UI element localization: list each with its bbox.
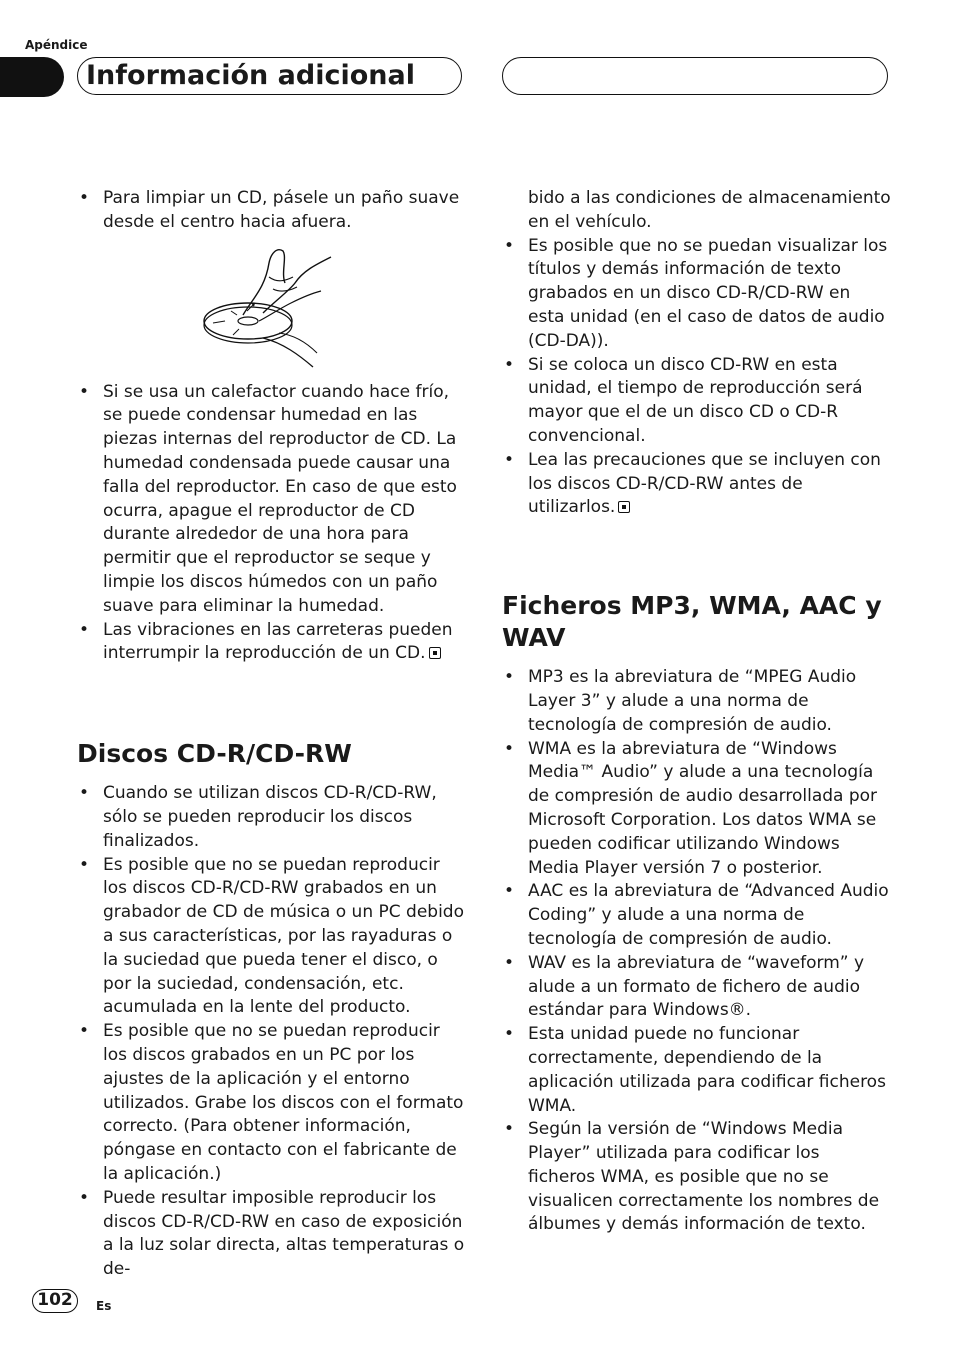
continuation-text: bido a las condiciones de almacenamiento en el vehículo. xyxy=(528,188,891,232)
end-of-section-icon xyxy=(429,647,441,659)
header-empty-pill xyxy=(502,57,888,95)
list-item: • Esta unidad puede no funcionar correctamente, dependiendo de la aplicación utilizada para codificar ficheros WMA. xyxy=(502,1023,892,1118)
page-number: 102 xyxy=(32,1289,78,1313)
list-item: • Es posible que no se puedan reproducir los discos grabados en un PC por los ajustes de la aplicación y el entorno utilizados. Grabe los discos con el formato correcto. (Para obtener información, póngase en contacto con el fabricante de la aplicación.) xyxy=(77,1020,467,1187)
list-item: • Cuando se utilizan discos CD-R/CD-RW, sólo se pueden reproducir los discos finalizados. xyxy=(77,782,467,853)
list-item xyxy=(77,619,467,667)
list-item: • Si se usa un calefactor cuando hace frío, se puede condensar humedad en las piezas internas del reproductor de CD. La humedad condensada puede causar una falla del reproductor. En caso de que esto ocurra, apague el reproductor de CD durante alrededor de una hora para permitir que el reproductor se seque y limpie los discos húmedos con un paño suave para eliminar la humedad. xyxy=(77,381,467,619)
list-item: • Para limpiar un CD, pásele un paño suave desde el centro hacia afuera. xyxy=(77,187,467,235)
list-item: • WAV es la abreviatura de “waveform” y alude a un formato de fichero de audio estándar para Windows®. xyxy=(502,952,892,1023)
list-item xyxy=(502,449,892,520)
cd-cleaning-illustration xyxy=(203,243,333,373)
list-item: • Si se coloca un disco CD-RW en esta unidad, el tiempo de reproducción será mayor que el de un disco CD o CD-R convencional. xyxy=(502,354,892,449)
intro-bullet-list xyxy=(77,187,467,235)
list-item: • AAC es la abreviatura de “Advanced Audio Coding” y alude a una norma de tecnología de compresión de audio. xyxy=(502,880,892,951)
condensation-bullet-list xyxy=(77,381,467,667)
section-heading-ficheros: Ficheros MP3, WMA, AAC y WAV xyxy=(502,591,882,653)
cdrw-bullet-list xyxy=(502,235,892,521)
list-item: • Es posible que no se puedan reproducir los discos CD-R/CD-RW grabados en un grabador de CD de música o un PC debido a sus características, por las rayaduras o la suciedad que pueda tener el disco, o por la suciedad, condensación, etc. acumulada en la lente del producto. xyxy=(77,854,467,1021)
left-column xyxy=(77,187,467,1282)
list-item: • WMA es la abreviatura de “Windows Media™ Audio” y alude a una tecnología de compresión de audio desarrollada por Microsoft Corporation. Los datos WMA se pueden codificar utilizando Windows Media Player versión 7 o posterior. xyxy=(502,738,892,881)
list-item-text: Las vibraciones en las carreteras pueden interrumpir la reproducción de un CD. xyxy=(103,619,453,664)
list-item: • Es posible que no se puedan visualizar los títulos y demás información de texto grabados en un disco CD-R/CD-RW en esta unidad (en el caso de datos de audio (CD-DA)). xyxy=(502,235,892,354)
list-item: • Según la versión de “Windows Media Player” utilizada para codificar los ficheros WMA, es posible que no se visualicen correctamente los nombres de álbumes y demás información de texto. xyxy=(502,1118,892,1237)
list-item: • MP3 es la abreviatura de “MPEG Audio Layer 3” y alude a una norma de tecnología de compresión de audio. xyxy=(502,666,892,737)
section-tab xyxy=(0,57,64,97)
section-label: Apéndice xyxy=(25,38,88,52)
list-item: • Puede resultar imposible reproducir los discos CD-R/CD-RW en caso de exposición a la luz solar directa, altas temperaturas o de- xyxy=(77,1187,467,1282)
section-heading-discos: Discos CD-R/CD-RW xyxy=(77,739,352,769)
list-item-text: Lea las precauciones que se incluyen con los discos CD-R/CD-RW antes de utilizarlos. xyxy=(528,449,881,518)
end-of-section-icon xyxy=(618,501,630,513)
language-code: Es xyxy=(96,1299,112,1313)
page-title: Información adicional xyxy=(77,57,462,95)
ficheros-bullet-list xyxy=(502,666,892,1237)
discos-bullet-list xyxy=(77,782,467,1282)
right-column xyxy=(502,187,892,1237)
